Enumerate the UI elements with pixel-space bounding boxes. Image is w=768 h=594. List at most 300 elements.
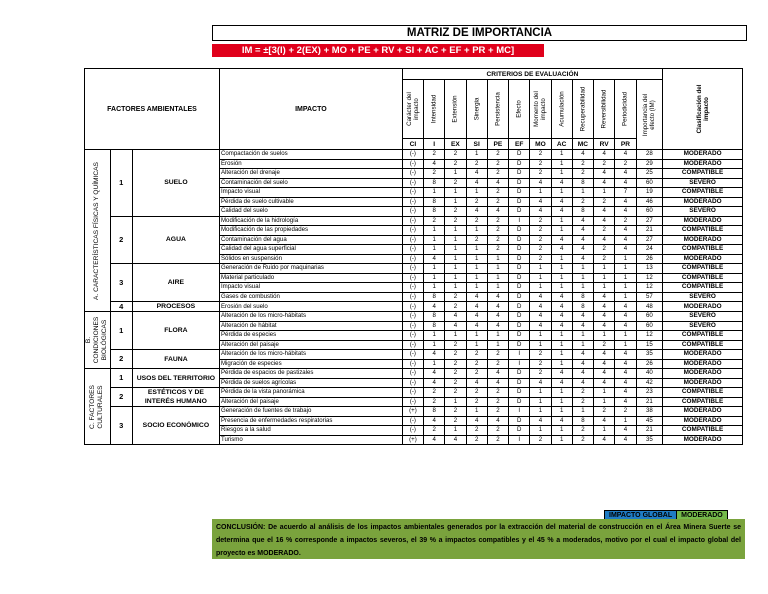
criteria-value: 2	[530, 254, 551, 264]
group-number: 2	[110, 216, 132, 264]
criteria-value: 1	[424, 188, 445, 198]
criteria-value: 4	[551, 312, 572, 322]
criteria-value: (-)	[402, 207, 423, 217]
impact-name: Riesgos a la salud	[219, 426, 402, 436]
importance-cell: 24	[636, 245, 663, 255]
page-title: MATRIZ DE IMPORTANCIA	[212, 25, 747, 41]
criteria-value: 2	[466, 369, 487, 379]
criteria-value: 1	[551, 426, 572, 436]
impact-name: Contaminación del agua	[219, 235, 402, 245]
criteria-value: 1	[424, 340, 445, 350]
criteria-value: 2	[466, 350, 487, 360]
criteria-value: 2	[572, 388, 593, 398]
criteria-value: 1	[530, 388, 551, 398]
criteria-value: 4	[466, 302, 487, 312]
criteria-header: Recuperabilidad	[572, 80, 593, 139]
criteria-value: 4	[594, 216, 615, 226]
criteria-value: 1	[466, 283, 487, 293]
criteria-value: (-)	[402, 254, 423, 264]
impact-name: Alteración de hábitat	[219, 321, 402, 331]
criteria-value: 1	[615, 331, 636, 341]
criteria-value: (-)	[402, 331, 423, 341]
criteria-value: 4	[572, 235, 593, 245]
criteria-value: I	[509, 435, 530, 445]
criteria-value: 2	[530, 169, 551, 179]
table-row	[85, 264, 743, 274]
criteria-value: I	[509, 350, 530, 360]
criteria-value: (-)	[402, 273, 423, 283]
criteria-value: 2	[594, 254, 615, 264]
group-number: 4	[110, 302, 132, 312]
table-row	[85, 407, 743, 417]
criteria-value: (-)	[402, 197, 423, 207]
criteria-value: 1	[530, 407, 551, 417]
criteria-value: 8	[572, 292, 593, 302]
criteria-value: 4	[445, 312, 466, 322]
criteria-value: 4	[424, 159, 445, 169]
importance-cell: 12	[636, 283, 663, 293]
global-impact-label: IMPACTO GLOBAL	[604, 510, 677, 522]
criteria-value: 4	[615, 245, 636, 255]
criteria-value: 1	[445, 397, 466, 407]
classification-cell: MODERADO	[663, 378, 743, 388]
criteria-value: 1	[551, 264, 572, 274]
criteria-value: 1	[445, 283, 466, 293]
criteria-value: 1	[487, 254, 508, 264]
criteria-value: 2	[445, 207, 466, 217]
criteria-value: 4	[530, 292, 551, 302]
impact-name: Impacto visual	[219, 283, 402, 293]
criteria-value: D	[509, 235, 530, 245]
criteria-value: 2	[445, 150, 466, 160]
criteria-header: Carácter del impacto	[402, 80, 423, 139]
criteria-value: 2	[466, 435, 487, 445]
criteria-value: 2	[487, 359, 508, 369]
criteria-value: 7	[615, 188, 636, 198]
group-name: SUELO	[132, 150, 219, 217]
criteria-value: (-)	[402, 340, 423, 350]
criteria-value: 1	[551, 283, 572, 293]
classification-cell: MODERADO	[663, 359, 743, 369]
group-number: 2	[110, 388, 132, 407]
criteria-value: D	[509, 340, 530, 350]
criteria-value: 1	[530, 426, 551, 436]
criteria-value: 2	[594, 159, 615, 169]
criteria-value: D	[509, 292, 530, 302]
criteria-value: 1	[466, 340, 487, 350]
criteria-value: D	[509, 312, 530, 322]
criteria-value: 2	[424, 216, 445, 226]
classification-cell: MODERADO	[663, 197, 743, 207]
criteria-value: 4	[572, 216, 593, 226]
criteria-value: (-)	[402, 283, 423, 293]
criteria-value: 2	[487, 397, 508, 407]
criteria-value: 2	[530, 216, 551, 226]
importance-cell: 29	[636, 159, 663, 169]
criteria-value: 4	[445, 435, 466, 445]
criteria-value: 1	[445, 254, 466, 264]
table-row	[85, 150, 743, 160]
criteria-value: 2	[487, 197, 508, 207]
criteria-value: 4	[445, 321, 466, 331]
criteria-value: 4	[466, 312, 487, 322]
criteria-value: 4	[424, 378, 445, 388]
criteria-value: 4	[551, 197, 572, 207]
criteria-value: 4	[594, 302, 615, 312]
criteria-value: (-)	[402, 359, 423, 369]
criteria-value: 2	[530, 245, 551, 255]
criteria-value: I	[509, 359, 530, 369]
classification-cell: COMPATIBLE	[663, 283, 743, 293]
criteria-value: 2	[530, 369, 551, 379]
classification-cell: COMPATIBLE	[663, 169, 743, 179]
importance-cell: 15	[636, 340, 663, 350]
criteria-value: 2	[487, 350, 508, 360]
criteria-value: 4	[572, 369, 593, 379]
criteria-value: 4	[487, 321, 508, 331]
impact-name: Impacto visual	[219, 188, 402, 198]
criteria-value: 4	[424, 435, 445, 445]
criteria-value: 4	[615, 321, 636, 331]
criteria-value: 1	[445, 188, 466, 198]
criteria-value: 2	[487, 188, 508, 198]
criteria-value: 1	[551, 331, 572, 341]
criteria-value: 2	[445, 416, 466, 426]
criteria-value: 2	[615, 216, 636, 226]
criteria-value: 2	[445, 292, 466, 302]
criteria-value: 1	[551, 350, 572, 360]
criteria-value: 4	[594, 235, 615, 245]
criteria-abbr: EF	[509, 139, 530, 150]
criteria-value: 4	[594, 169, 615, 179]
classification-cell: COMPATIBLE	[663, 388, 743, 398]
criteria-value: D	[509, 397, 530, 407]
criteria-value: 4	[466, 416, 487, 426]
criteria-value: 8	[424, 197, 445, 207]
criteria-value: 1	[487, 340, 508, 350]
criteria-value: 1	[445, 235, 466, 245]
criteria-value: 1	[466, 245, 487, 255]
criteria-value: 1	[424, 331, 445, 341]
group-name: SOCIO ECONÓMICO	[132, 407, 219, 445]
criteria-value: D	[509, 416, 530, 426]
criteria-value: 1	[424, 226, 445, 236]
criteria-value: (-)	[402, 245, 423, 255]
criteria-value: 2	[424, 150, 445, 160]
criteria-value: 4	[572, 378, 593, 388]
criteria-value: 2	[445, 378, 466, 388]
impact-name: Modificación de la hidrología	[219, 216, 402, 226]
criteria-value: 4	[424, 369, 445, 379]
criteria-value: 4	[572, 350, 593, 360]
group-number: 1	[110, 312, 132, 350]
criteria-value: 2	[594, 407, 615, 417]
criteria-value: 1	[615, 254, 636, 264]
criteria-value: 4	[466, 178, 487, 188]
classification-cell: SEVERO	[663, 178, 743, 188]
importance-cell: 38	[636, 407, 663, 417]
criteria-abbr: MC	[572, 139, 593, 150]
criteria-value: 1	[445, 331, 466, 341]
importance-cell: 35	[636, 350, 663, 360]
importance-cell: 57	[636, 292, 663, 302]
criteria-header: Periodicidad	[615, 80, 636, 139]
criteria-value: (-)	[402, 350, 423, 360]
criteria-value: 1	[551, 273, 572, 283]
criteria-value: (-)	[402, 226, 423, 236]
criteria-value: D	[509, 321, 530, 331]
criteria-value: 4	[615, 312, 636, 322]
classification-cell: COMPATIBLE	[663, 226, 743, 236]
criteria-value: D	[509, 369, 530, 379]
criteria-value: 1	[551, 254, 572, 264]
criteria-value: 4	[530, 321, 551, 331]
criteria-header: Momento del impacto	[530, 80, 551, 139]
criteria-value: 1	[572, 264, 593, 274]
criteria-value: 4	[615, 397, 636, 407]
criteria-value: 4	[466, 207, 487, 217]
criteria-value: D	[509, 226, 530, 236]
criteria-value: 2	[487, 150, 508, 160]
criteria-value: 2	[445, 388, 466, 398]
criteria-value: 4	[615, 169, 636, 179]
importance-cell: 48	[636, 302, 663, 312]
criteria-value: 2	[424, 426, 445, 436]
criteria-value: 4	[424, 254, 445, 264]
criteria-value: 2	[424, 397, 445, 407]
importance-cell: 26	[636, 254, 663, 264]
importance-cell: 60	[636, 312, 663, 322]
criteria-value: 4	[572, 245, 593, 255]
classification-cell: COMPATIBLE	[663, 264, 743, 274]
criteria-value: 1	[530, 273, 551, 283]
importance-cell: 42	[636, 378, 663, 388]
criteria-value: 2	[487, 235, 508, 245]
classification-cell: MODERADO	[663, 159, 743, 169]
criteria-value: 2	[466, 397, 487, 407]
criteria-value: 1	[424, 235, 445, 245]
criteria-value: 1	[466, 254, 487, 264]
criteria-value: 2	[466, 426, 487, 436]
impact-name: Contaminación del suelo	[219, 178, 402, 188]
impact-name: Presencia de enfermedades respiratorias	[219, 416, 402, 426]
criteria-value: (+)	[402, 435, 423, 445]
criteria-value: 2	[445, 340, 466, 350]
criteria-value: 4	[615, 388, 636, 398]
criteria-value: 8	[424, 407, 445, 417]
criteria-value: 4	[551, 369, 572, 379]
criteria-value: 2	[487, 435, 508, 445]
criteria-value: 1	[594, 426, 615, 436]
classification-cell: COMPATIBLE	[663, 245, 743, 255]
criteria-value: 4	[594, 292, 615, 302]
criteria-value: 2	[530, 159, 551, 169]
criteria-value: 2	[445, 159, 466, 169]
classification-cell: MODERADO	[663, 350, 743, 360]
criteria-value: 1	[530, 283, 551, 293]
criteria-abbr: EX	[445, 139, 466, 150]
classification-cell: MODERADO	[663, 216, 743, 226]
importance-cell: 19	[636, 188, 663, 198]
criteria-value: 2	[572, 169, 593, 179]
criteria-value: 2	[572, 159, 593, 169]
criteria-value: 1	[594, 397, 615, 407]
criteria-value: (-)	[402, 264, 423, 274]
criteria-value: (-)	[402, 292, 423, 302]
importance-cell: 21	[636, 426, 663, 436]
criteria-value: 1	[424, 273, 445, 283]
importance-cell: 25	[636, 169, 663, 179]
table-row	[85, 312, 743, 322]
criteria-value: D	[509, 378, 530, 388]
classification-cell: COMPATIBLE	[663, 273, 743, 283]
importance-cell: 21	[636, 226, 663, 236]
criteria-value: 1	[594, 283, 615, 293]
criteria-value: (-)	[402, 178, 423, 188]
criteria-value: 4	[594, 150, 615, 160]
criteria-value: 1	[424, 359, 445, 369]
group-number: 1	[110, 369, 132, 388]
criteria-value: (-)	[402, 321, 423, 331]
criteria-value: 1	[445, 169, 466, 179]
criteria-value: 2	[487, 407, 508, 417]
conclusion-box: CONCLUSIÓN: De acuerdo al análisis de los impactos ambientales generados por la extracción del material de construcción en el Área Minera Suerte se determina que el 16 % corresponde a impactos severos, el 39 % a impactos compatibles y el 45 % a moderados, motivo por el cual el impacto global del proyecto es MODERADO.	[212, 519, 745, 559]
criteria-value: 4	[551, 302, 572, 312]
criteria-value: 4	[594, 416, 615, 426]
criteria-value: 2	[615, 407, 636, 417]
importance-cell: 60	[636, 321, 663, 331]
criteria-value: 1	[551, 359, 572, 369]
criteria-value: 2	[594, 245, 615, 255]
criteria-value: 4	[551, 321, 572, 331]
criteria-value: 4	[530, 178, 551, 188]
impact-name: Pérdida de espacios de pastizales	[219, 369, 402, 379]
criteria-header: Intensidad	[424, 80, 445, 139]
criteria-value: (-)	[402, 369, 423, 379]
importance-matrix	[84, 68, 743, 445]
criteria-value: (-)	[402, 159, 423, 169]
criteria-value: 2	[572, 435, 593, 445]
classification-cell: COMPATIBLE	[663, 426, 743, 436]
header-clasificacion: Clasificación del impacto	[663, 69, 743, 150]
criteria-value: 4	[615, 150, 636, 160]
criteria-value: (-)	[402, 397, 423, 407]
criteria-value: 4	[551, 178, 572, 188]
criteria-value: 4	[487, 292, 508, 302]
criteria-abbr: CI	[402, 139, 423, 150]
criteria-value: 4	[594, 321, 615, 331]
criteria-value: (-)	[402, 426, 423, 436]
group-name: AIRE	[132, 264, 219, 302]
criteria-value: 1	[445, 226, 466, 236]
impact-name: Gases de combustión	[219, 292, 402, 302]
criteria-abbr: SI	[466, 139, 487, 150]
criteria-value: 2	[530, 359, 551, 369]
criteria-value: 4	[594, 369, 615, 379]
group-number: 3	[110, 407, 132, 445]
criteria-value: 2	[466, 235, 487, 245]
criteria-value: 8	[424, 178, 445, 188]
criteria-value: 1	[551, 340, 572, 350]
criteria-value: 4	[487, 416, 508, 426]
criteria-value: 4	[594, 350, 615, 360]
group-name: AGUA	[132, 216, 219, 264]
criteria-value: 4	[530, 207, 551, 217]
criteria-value: 4	[615, 207, 636, 217]
classification-cell: MODERADO	[663, 254, 743, 264]
criteria-value: 1	[530, 331, 551, 341]
criteria-value: 2	[466, 159, 487, 169]
group-name: FAUNA	[132, 350, 219, 369]
criteria-value: 2	[424, 169, 445, 179]
impact-name: Pérdida de suelos agrícolas	[219, 378, 402, 388]
criteria-value: 1	[551, 216, 572, 226]
criteria-value: (+)	[402, 407, 423, 417]
classification-cell: MODERADO	[663, 235, 743, 245]
criteria-value: D	[509, 178, 530, 188]
criteria-value: 8	[572, 207, 593, 217]
criteria-value: 4	[594, 178, 615, 188]
impact-name: Alteración del paisaje	[219, 397, 402, 407]
criteria-value: 1	[594, 388, 615, 398]
global-impact-value: MODERADO	[676, 510, 728, 522]
impact-name: Erosión del suelo	[219, 302, 402, 312]
criteria-value: 4	[615, 350, 636, 360]
criteria-value: 1	[551, 159, 572, 169]
criteria-abbr: I	[424, 139, 445, 150]
criteria-value: 1	[615, 416, 636, 426]
impact-name: Alteración del paisaje	[219, 340, 402, 350]
criteria-value: 2	[487, 216, 508, 226]
criteria-value: 2	[487, 426, 508, 436]
criteria-value: 1	[530, 188, 551, 198]
criteria-value: 4	[615, 369, 636, 379]
criteria-value: D	[509, 188, 530, 198]
criteria-value: 1	[466, 407, 487, 417]
criteria-value: 4	[551, 416, 572, 426]
criteria-value: 1	[615, 292, 636, 302]
classification-cell: COMPATIBLE	[663, 340, 743, 350]
criteria-value: 4	[530, 312, 551, 322]
criteria-value: D	[509, 150, 530, 160]
impact-name: Pérdida de la vista panorámica	[219, 388, 402, 398]
group-number: 1	[110, 150, 132, 217]
criteria-value: 1	[424, 264, 445, 274]
criteria-value: 1	[594, 273, 615, 283]
importance-cell: 60	[636, 178, 663, 188]
impact-name: Sólidos en suspensión	[219, 254, 402, 264]
criteria-value: 8	[424, 292, 445, 302]
importance-cell: 13	[636, 264, 663, 274]
table-row	[85, 388, 743, 398]
criteria-header: Reversibilidad	[594, 80, 615, 139]
classification-cell: MODERADO	[663, 416, 743, 426]
criteria-value: 4	[594, 435, 615, 445]
criteria-header: Importancia del efecto (IM)	[636, 80, 663, 150]
importance-cell: 35	[636, 435, 663, 445]
criteria-value: D	[509, 273, 530, 283]
criteria-value: 1	[466, 264, 487, 274]
group-name: USOS DEL TERRITORIO	[132, 369, 219, 388]
importance-formula: IM = ±[3(I) + 2(EX) + MO + PE + RV + SI + AC + EF + PR + MC]	[212, 44, 544, 57]
criteria-value: 1	[466, 188, 487, 198]
criteria-abbr: MO	[530, 139, 551, 150]
criteria-value: 1	[487, 264, 508, 274]
criteria-value: 1	[615, 340, 636, 350]
impact-name: Calidad del agua superficial	[219, 245, 402, 255]
criteria-value: D	[509, 331, 530, 341]
criteria-value: 1	[445, 245, 466, 255]
